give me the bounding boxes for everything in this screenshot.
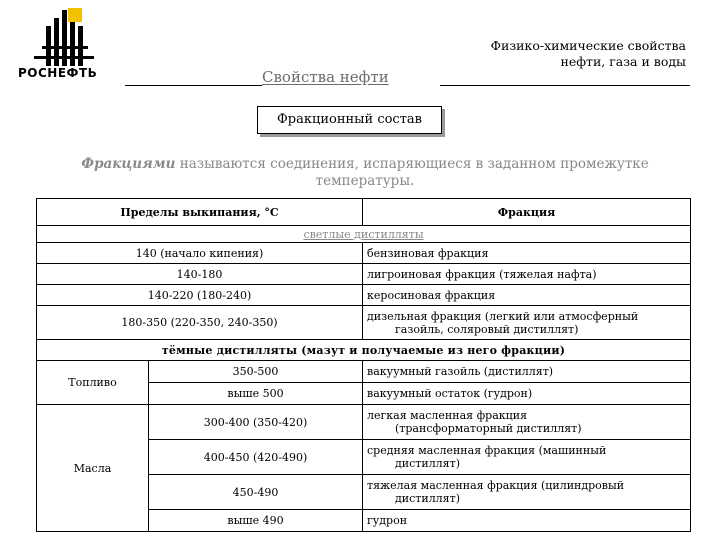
- subtitle-line-2: нефти, газа и воды: [560, 54, 686, 69]
- table-row: [37, 361, 691, 383]
- table-row: [37, 405, 691, 440]
- fraction-line-1: средняя масленная фракция (машинный: [367, 444, 607, 457]
- table-row: [37, 306, 691, 340]
- fraction-cell: гудрон: [363, 510, 691, 532]
- logo-wordmark: РОСНЕФТЬ: [18, 66, 98, 80]
- definition-term: Фракциями: [81, 156, 176, 172]
- fraction-line-1: легкая масленная фракция: [367, 409, 528, 422]
- definition-body: называются соединения, испаряющиеся в заданном промежутке температуры.: [175, 156, 649, 189]
- oil-group-cell: Масла: [37, 405, 149, 532]
- range-cell: 140 (начало кипения): [37, 243, 363, 264]
- section-title: Фракционный состав: [257, 106, 442, 134]
- fraction-cell: [363, 440, 691, 475]
- fraction-cell: бензиновая фракция: [363, 243, 691, 264]
- dark-band-row: [37, 340, 691, 361]
- table-header-row: [37, 199, 691, 226]
- fraction-cell: лигроиновая фракция (тяжелая нафта): [363, 264, 691, 285]
- range-cell: выше 500: [149, 383, 363, 405]
- fraction-line-2: дистиллят): [395, 457, 460, 470]
- header-rule-right: [440, 85, 690, 86]
- fraction-line-2: дистиллят): [395, 492, 460, 505]
- range-cell: 400-450 (420-490): [149, 440, 363, 475]
- range-cell: 350-500: [149, 361, 363, 383]
- fraction-cell: вакуумный остаток (гудрон): [363, 383, 691, 405]
- range-cell: 450-490: [149, 475, 363, 510]
- fraction-cell: [363, 306, 691, 340]
- fraction-line-2: (трансформаторный дистиллят): [395, 422, 582, 435]
- column-header-range: Пределы выкипания, °С: [37, 199, 363, 226]
- fraction-line-2: газойль, соляровый дистиллят): [395, 322, 579, 336]
- subtitle-line-1: Физико-химические свойства: [490, 38, 686, 53]
- table-row: [37, 243, 691, 264]
- definition-text: [40, 156, 690, 190]
- fraction-cell: [363, 475, 691, 510]
- range-cell: выше 490: [149, 510, 363, 532]
- page-title: Свойства нефти: [262, 68, 389, 86]
- fraction-line-1: тяжелая масленная фракция (цилиндровый: [367, 479, 625, 492]
- range-cell: 300-400 (350-420): [149, 405, 363, 440]
- light-distillates-band: [37, 226, 691, 243]
- light-band-label: светлые дистилляты: [303, 227, 424, 241]
- table-row: [37, 285, 691, 306]
- fraction-table: [36, 198, 691, 532]
- light-band-row: [37, 226, 691, 243]
- range-cell: 140-180: [37, 264, 363, 285]
- fraction-cell: керосиновая фракция: [363, 285, 691, 306]
- fraction-line-1: дизельная фракция (легкий или атмосферный: [367, 309, 639, 323]
- column-header-fraction: Фракция: [363, 199, 691, 226]
- range-cell: 180-350 (220-350, 240-350): [37, 306, 363, 340]
- fraction-cell: [363, 405, 691, 440]
- table-row: [37, 264, 691, 285]
- header-subtitle: [456, 38, 686, 70]
- dark-distillates-band: тёмные дистилляты (мазут и получаемые из него фракции): [37, 340, 691, 361]
- header-rule-left: [125, 85, 262, 86]
- fraction-cell: вакуумный газойль (дистиллят): [363, 361, 691, 383]
- range-cell: 140-220 (180-240): [37, 285, 363, 306]
- fuel-group-cell: Топливо: [37, 361, 149, 405]
